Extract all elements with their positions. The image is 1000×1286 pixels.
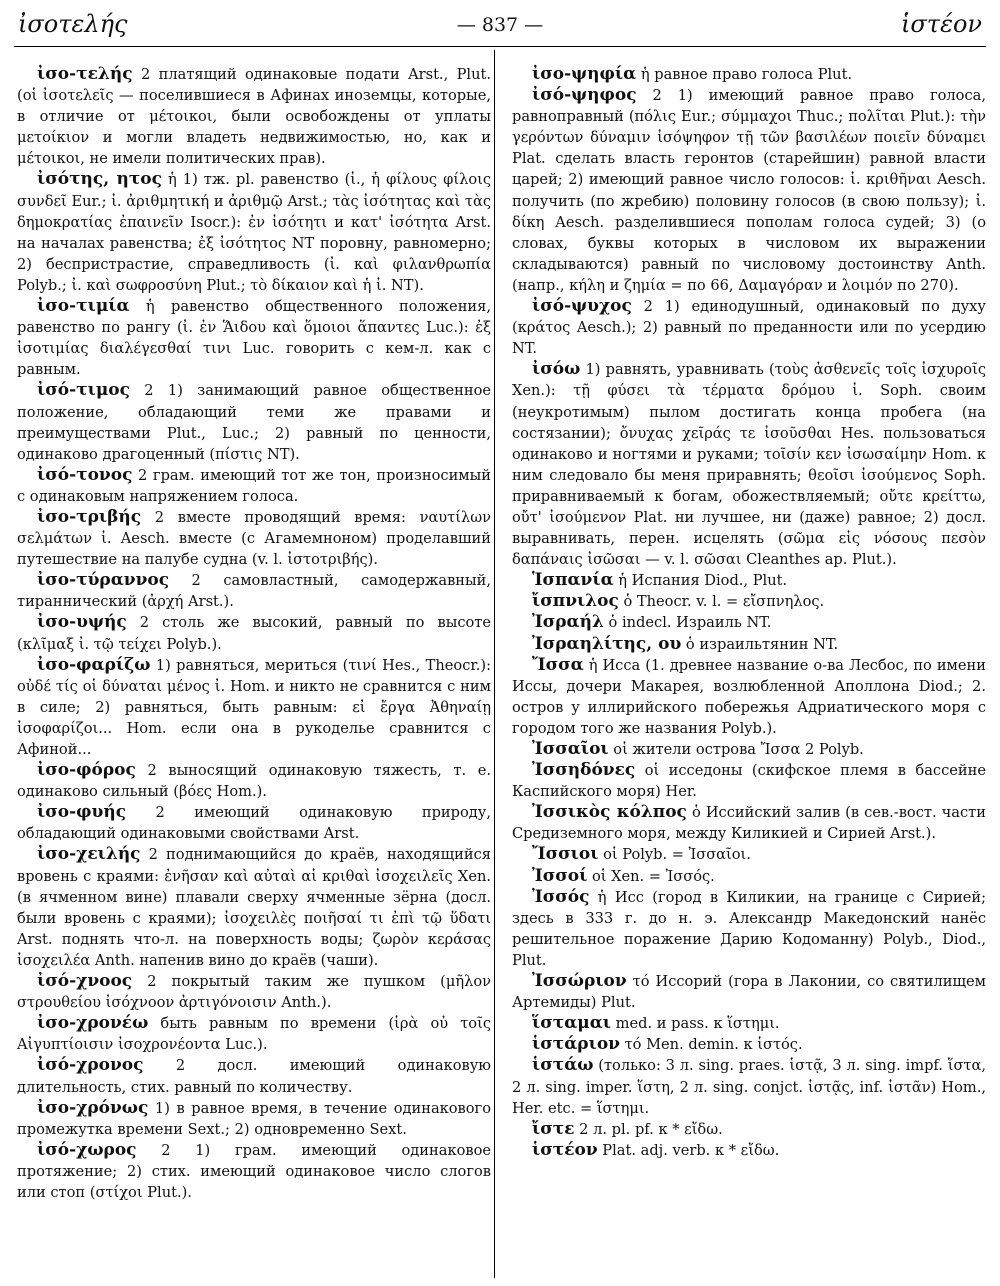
entry-headword: ἰσό-ψηφος [532,85,637,106]
entry-text: ἡ 1) тж. pl. равенство (ἰ., ἡ φίλους φίλοις συνδεῖ Eur.; ἰ. ἀριθμητική и ἀριθμῷ Arst.; τὰς ἰσότητας καὶ τὰς δημοκρατίας ἐπαινεῖν Isocr.): ἐν ἰσότητι и κατ' ἰσότητα Arst. на началах равенства; ἐξ ἰσότητος NT поровну, равномерно; 2) беспристрастие, справедливость (ἰ. καὶ φιλανθρωπία Polyb.; ἰ. καὶ σωφροσύνη Plut.; τὸ δίκαιον καὶ ἡ ἰ. NT). [17,171,491,294]
entry-headword: ἰσό-ψυχος [532,296,632,317]
entry-text: ὁ indecl. Израиль NT. [603,614,772,632]
entry-text: 1) равняться, мериться (τινί Hes., Theocr.): οὐδέ τίς οἱ δύναται μένος ἰ. Hom. и никто не сравнится с ним в силе; 2) равняться, быть равным: εἰ ἔργα Ἀθηναίῃ ἰσοφαρίζοι... Hom. если она в рукоделье сравнится с Афиной... [17,656,491,758]
entry-text: 2 платящий одинаковые подати Arst., Plut. (οἱ ἰσοτελεῖς — поселившиеся в Афинах иноземцы, которые, в отличие от μέτοικοι, были освобождены от уплаты μετοίκιον и могли владеть недвижимостью, но, как и μέτοικοι, не имели политических прав). [17,66,491,168]
entry-headword: ἰσο-τιμία [37,296,130,317]
entry-text: 2 вместе проводящий время: ναυτίλων σελμάτων ἰ. Aesch. вместе (с Агамемноном) проделавший путешествие на палубе судна (v. l. ἰστοτριβής). [17,508,491,569]
entry-text: ἡ равное право голоса Plut. [636,66,853,83]
dictionary-entry [17,1140,491,1203]
dictionary-entry [512,359,986,570]
entry-text: 2 1) имеющий равное право голоса, равноправный (πόλις Eur.; σύμμαχοι Thuc.; πολῖται Plut.): τὴν γερόντων δύναμιν ἰσόψηφον τῇ τῶν βασιλέων ποιεῖν δύναμει Plat. сделать власть геронтов (старейшин) равной власти царей; 2) имеющий равное число голосов: ἰ. κριθῆναι Aesch. получить (по жребию) половину голосов (в свою пользу); ἰ. δίκη Aesch. разделившиеся пополам голоса судей; 3) (о словах, буквы которых в числовом их выражении складываются) равный по числовому достоинству Anth. (напр., κήλη и ζημία = по 66, Δαμαγόραν и λοιμόν по 270). [512,87,986,294]
dictionary-entry [512,612,986,633]
entry-headword: ἰσο-τύραννος [37,570,170,591]
entry-headword: Ἰσσώριον [532,971,627,992]
dictionary-entry [512,760,986,802]
dictionary-entry [512,844,986,865]
entry-text: ἡ равенство общественного положения, равенство по рангу (ἰ. ἐν Ἅιδου καὶ ὅμοιοι ἅπαντες Luc.): ἐξ ἰσοτιμίας διαλέγεσθαί τινι Luc. говорить с кем-л. как с равным. [17,298,491,379]
entry-headword: ἰσο-φαρίζω [37,654,151,675]
entry-headword: ἰσο-τριβής [37,506,142,527]
entry-text: τό Иссорий (гора в Лаконии, со святилищем Артемиды) Plut. [512,973,986,1012]
dictionary-entry [512,1034,986,1055]
entry-text: быть равным по времени (ἱρὰ οὐ τοῖς Αἰγυπτίοισιν ἰσοχρονέοντα Luc.). [17,1015,491,1054]
entry-text: οἱ Xen. = Ἰσσός. [587,867,715,885]
entry-headword: Ἰσσηδόνες [532,760,636,781]
entry-headword: Ἴσσιοι [532,844,599,865]
dictionary-entry [17,844,491,971]
dictionary-entry [512,591,986,612]
entry-headword: Ἰσσός [532,886,590,907]
dictionary-entry [512,802,986,844]
entry-headword: ἰσο-χρονέω [37,1013,149,1034]
entry-headword: Ἰσραήλ [532,612,604,633]
dictionary-entry [17,169,491,296]
entry-headword: ἴστε [532,1118,575,1139]
page-header [0,10,1000,46]
dictionary-entry [512,1119,986,1140]
running-head-left: ἰσοτελής [18,10,128,38]
dictionary-entry [17,64,491,169]
entry-headword: ἰσο-τελής [37,64,133,84]
entry-headword: Ἰσραηλίτης, ου [532,633,682,654]
entry-text: 2 самовластный, самодержавный, тираннический (ἀρχή Arst.). [17,572,491,611]
dictionary-entry [512,570,986,591]
dictionary-entry [17,612,491,654]
dictionary-entry [17,570,491,612]
entry-text: οἱ исседоны (скифское племя в бассейне Каспийского моря) Her. [512,762,986,801]
entry-text: med. и pass. к ἵστημι. [611,1015,780,1033]
entry-headword: Ἱσπανία [532,570,614,591]
entry-text: ἡ Испания Diod., Plut. [613,572,788,590]
entry-text: 2 поднимающийся до краёв, находящийся вровень с краями: ἐνῆσαν καὶ αὐταὶ αἱ κριθαὶ ἰσοχειλεῖς Xen. (в ячменном вине) плавали сверху ячменные зёрна (досл. были вровень с краями); ἰσοχειλὲς ποιῆσαί τι ἐπὶ τῷ ὕδατι Arst. поднять что-л. на поверхность воды; ζωρὸν κεράσας ἰσοχειλέα Anth. напенив вино до краёв (чаши). [17,846,491,969]
entry-text: Plat. adj. verb. к * εἴδω. [597,1141,780,1159]
dictionary-entry [512,85,986,296]
entry-headword: ἵσταμαι [532,1013,612,1034]
dictionary-entry [17,971,491,1013]
entry-text: ἡ Исс (город в Киликии, на границе с Сирией; здесь в 333 г. до н. э. Александр Македонский нанёс решительное поражение Дарию Кодоманну) Polyb., Diod., Plut. [512,888,986,969]
dictionary-entry [512,971,986,1013]
entry-text: ὁ Theocr. v. l. = εἴσπνηλος. [618,593,825,611]
left-column [17,64,491,1274]
dictionary-entry [512,866,986,887]
entry-text: οἱ Polyb. = Ἰσσαῖοι. [598,846,751,864]
page-number: — 837 — [456,14,544,36]
entry-headword: ἰσό-τονος [37,464,133,485]
entry-text: 2 1) единодушный, одинаковый по духу (κράτος Aesch.); 2) равный по преданности или по усердию NT. [512,298,986,358]
entry-headword: ἰσο-χρόνως [37,1097,149,1118]
entry-text: 2 столь же высокий, равный по высоте (κλῖμαξ ἰ. τῷ τείχει Polyb.). [17,614,491,653]
entry-headword: ἱστάω [532,1055,594,1076]
dictionary-entry [17,465,491,507]
entry-text: 2 грам. имеющий тот же тон, произносимый с одинаковым напряжением голоса. [17,466,491,505]
entry-headword: ἴσπνιλος [532,591,619,612]
dictionary-entry [512,1013,986,1034]
entry-text: 2 выносящий одинаковую тяжесть, т. е. одинаково сильный (βόες Hom.). [17,762,491,801]
right-column [512,64,986,1274]
entry-headword: ἰσότης, ητος [37,169,162,190]
dictionary-entry [17,1055,491,1097]
entry-headword: ἰσό-χωρος [37,1139,137,1160]
dictionary-entry [512,634,986,655]
dictionary-entry [17,507,491,570]
entry-headword: ἰσο-υψής [37,612,127,633]
dictionary-entry [512,739,986,760]
entry-headword: ἱστέον [532,1139,598,1160]
entry-headword: ἰσο-φόρος [37,760,136,781]
entry-text: 2 покрытый таким же пушком (μῆλον στρουθείου ἰσόχνοον ἀρτιγόνοισιν Anth.). [17,973,491,1012]
entry-headword: ἰσό-χρονος [37,1055,144,1076]
entry-headword: ἱστάριον [532,1034,620,1055]
dictionary-entry [17,380,491,464]
running-head-right: ἱστέον [901,10,982,38]
dictionary-entry [512,655,986,739]
entry-headword: Ἴσσα [532,654,584,675]
entry-headword: Ἰσσοί [532,865,588,886]
entry-headword: ἰσό-τιμος [37,380,130,401]
entry-headword: ἰσο-χειλής [37,844,141,865]
entry-text: 2 досл. имеющий одинаковую длительность, стих. равный по количеству. [17,1057,491,1096]
dictionary-entry [512,887,986,971]
header-rule [14,46,986,47]
dictionary-entry [17,1098,491,1140]
entry-text: 1) в равное время, в течение одинакового промежутка времени Sext.; 2) одновременно Sext. [17,1099,491,1138]
column-divider [494,50,495,1278]
dictionary-entry [17,760,491,802]
entry-headword: ἰσο-ψηφία [532,64,637,84]
dictionary-entry [17,1013,491,1055]
dictionary-entry [17,296,491,380]
dictionary-entry [512,296,986,359]
dictionary-entry [512,64,986,85]
entry-text: ὁ израильтянин NT. [681,635,839,653]
dictionary-entry [17,802,491,844]
entry-text: οἱ жители острова Ἴσσα 2 Polyb. [608,741,864,758]
entry-text: 2 1) занимающий равное общественное положение, обладающий теми же правами и преимуществами Plut., Luc.; 2) равный по ценности, одинаково драгоценный (πίστις NT). [17,382,491,463]
entry-headword: ἰσό-χνοος [37,971,133,992]
entry-text: 1) равнять, уравнивать (τοὺς ἀσθενεῖς τοῖς ἰσχυροῖς Xen.): τῇ φύσει τὰ τέρματα δρόμου ἰ. Soph. своим (неукротимым) пылом достигать конца пробега (на состязании); ὄνυχας χεῖράς τε ἰσοῦσθαι Hes. пользоваться одинаково и ногтями и руками; τοῖσίν κεν ἰσωσαίμην Hom. к ним следовало бы меня приравнять; θεοῖσι ἰσούμενος Soph. приравниваемый к богам, обожествляемый; οὔτε κρείττω, οὔτ' ἰσούμενον Plat. ни лучшее, ни (даже) равное; 2) досл. выравнивать, перен. исцелять (σῶμα εἰς νόσους πεσὸν δαπάναις ἰσῶσαι — v. l. σῶσαι Cleanthes ap. Plut.). [512,361,986,569]
dictionary-entry [512,1055,986,1118]
entry-text: ὁ Иссийский залив (в сев.-вост. части Средиземного моря, между Киликией и Сирией Arst.). [512,804,986,843]
dictionary-entry [17,655,491,760]
entry-headword: ἰσο-φυής [37,802,127,823]
entry-text: (только: 3 л. sing. praes. ἱστᾷ, 3 л. sing. impf. ἵστα, 2 л. sing. imper. ἵστη, 2 л. sing. conjct. ἱστᾷς, inf. ἱστᾶν) Hom., Her. etc. = ἵστημι. [512,1057,986,1117]
entry-headword: Ἰσσαῖοι [532,739,609,759]
entry-text: 2 имеющий одинаковую природу, обладающий одинаковыми свойствами Arst. [17,804,491,843]
dictionary-entry [512,1140,986,1161]
entry-text: τό Men. demin. к ἱστός. [619,1036,803,1054]
entry-headword: ἰσόω [532,359,581,380]
entry-headword: Ἰσσικὸς κόλπος [532,802,687,823]
entry-text: 2 л. pl. pf. к * εἴδω. [574,1120,723,1138]
entry-text: 2 1) грам. имеющий одинаковое протяжение; 2) стих. имеющий одинаковое число слогов или стоп (στίχοι Plut.). [17,1141,491,1201]
entry-text: ἡ Исса (1. древнее название о-ва Лесбос, по имени Иссы, дочери Макарея, возлюбленной Аполлона Diod.; 2. остров у иллирийского побережья Адриатического моря с городом того же названия Polyb.). [512,656,986,737]
